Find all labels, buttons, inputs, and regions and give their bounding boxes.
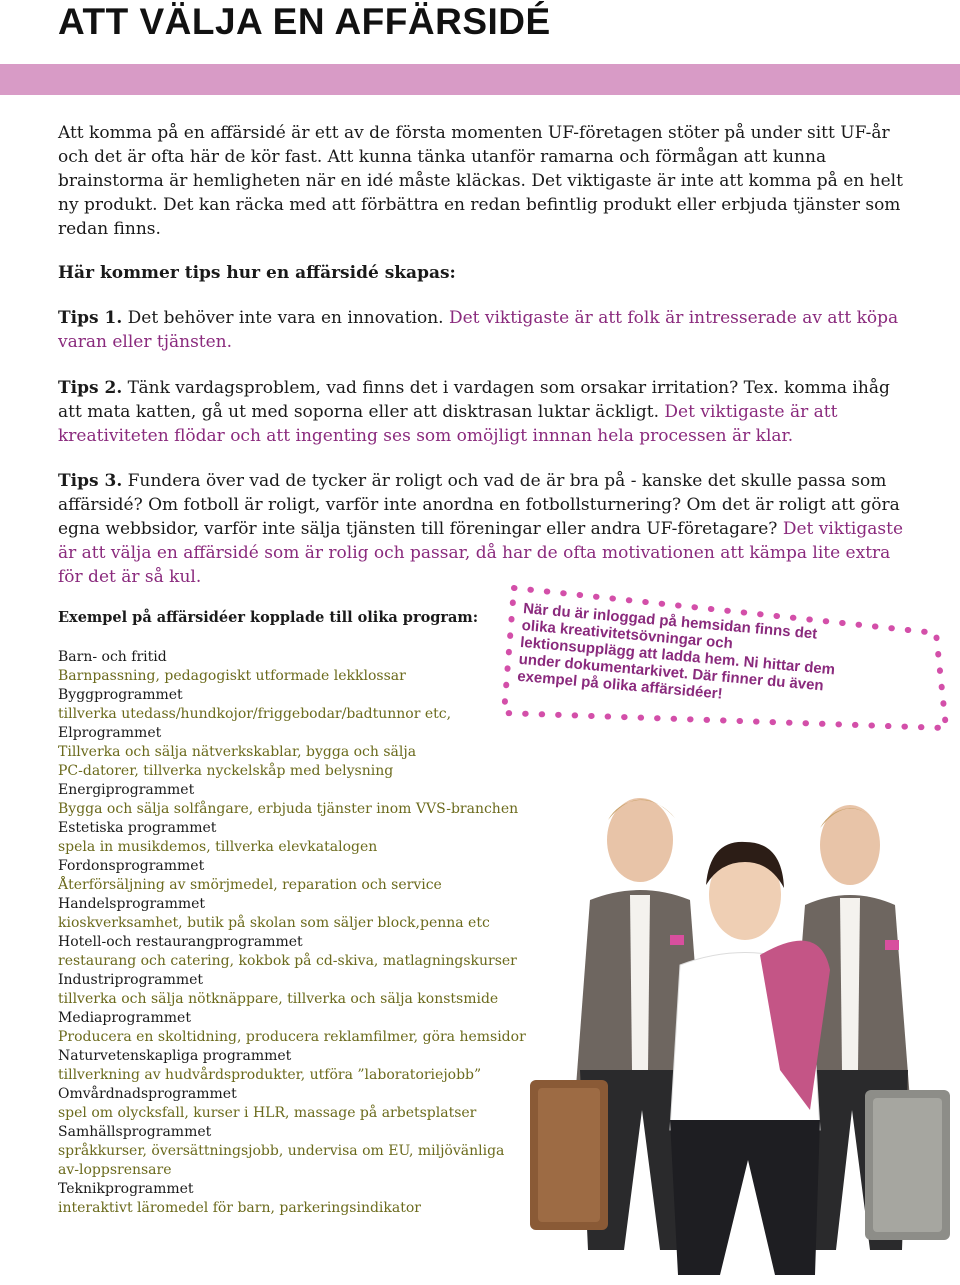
page-title: ATT VÄLJA EN AFFÄRSIDÉ bbox=[58, 1, 551, 42]
tip-label: Tips 1. bbox=[58, 308, 123, 328]
program-name: Estetiska programmet bbox=[58, 820, 217, 836]
program-name: Omvårdnadsprogrammet bbox=[58, 1086, 237, 1102]
program-item bbox=[58, 1085, 538, 1123]
program-desc: spel om olycksfall, kurser i HLR, massage på arbetsplatser bbox=[58, 1105, 477, 1121]
program-desc: Återförsäljning av smörjmedel, reparation och service bbox=[58, 877, 442, 893]
program-name: Industriprogrammet bbox=[58, 972, 204, 988]
program-name: Handelsprogrammet bbox=[58, 896, 206, 912]
program-item bbox=[58, 724, 538, 781]
program-desc: Barnpassning, pedagogiskt utformade lekklossar bbox=[58, 668, 406, 684]
program-name: Fordonsprogrammet bbox=[58, 858, 205, 874]
program-item bbox=[58, 686, 538, 724]
tip-text: Fundera över vad de tycker är roligt och vad de är bra på - kanske det skulle passa som affärsidé? Om fotboll är roligt, varför inte anordna en fotbollsturnering? Om det är roligt att göra egna webbsidor, varför inte sälja tjänsten till föreningar eller andra UF-företagare? bbox=[58, 471, 900, 539]
program-item bbox=[58, 1123, 538, 1180]
program-desc: Bygga och sälja solfångare, erbjuda tjänster inom VVS-branchen bbox=[58, 801, 519, 817]
program-name: Hotell-och restaurangprogrammet bbox=[58, 934, 303, 950]
tip-1 bbox=[58, 306, 908, 354]
program-desc: språkkurser, översättningsjobb, undervisa om EU, miljövänliga av-loppsrensare bbox=[58, 1143, 505, 1178]
program-name: Teknikprogrammet bbox=[58, 1181, 194, 1197]
program-desc: tillverka utedass/hundkojor/friggebodar/badtunnor etc, bbox=[58, 706, 452, 722]
program-desc: tillverka och sälja nötknäppare, tillverka och sälja konstsmide bbox=[58, 991, 499, 1007]
program-name: Barn- och fritid bbox=[58, 649, 167, 665]
callout-text: När du är inloggad på hemsidan finns det olika kreativitetsövningar och lektionsupplägg att ladda hem. Ni hittar dem under dokumentarkivet. Där finner du även exempel på olika affärsidéer! bbox=[516, 600, 836, 703]
program-item bbox=[58, 971, 538, 1009]
tip-highlight: Det viktigaste är att kreativiteten flödar och att ingenting ses som omöjligt innnan hela processen är klar. bbox=[58, 402, 838, 446]
tip-text: Det behöver inte vara en innovation. bbox=[122, 308, 449, 328]
tip-label: Tips 2. bbox=[58, 378, 123, 398]
tip-highlight: Det viktigaste är att folk är intresserade av att köpa varan eller tjänsten. bbox=[58, 308, 899, 352]
header-accent-bar bbox=[0, 64, 960, 95]
program-desc: Tillverka och sälja nätverkskablar, bygga och sälja PC-datorer, tillverka nyckelskåp med belysning bbox=[58, 744, 417, 779]
students-photo bbox=[520, 770, 960, 1281]
program-desc: kioskverksamhet, butik på skolan som säljer block,penna etc bbox=[58, 915, 490, 931]
program-item bbox=[58, 1009, 538, 1047]
info-callout bbox=[496, 578, 951, 738]
tip-label: Tips 3. bbox=[58, 471, 123, 491]
program-desc: tillverkning av hudvårdsprodukter, utföra ”laboratoriejobb” bbox=[58, 1067, 482, 1083]
program-item bbox=[58, 648, 538, 686]
program-name: Samhällsprogrammet bbox=[58, 1124, 212, 1140]
examples-heading: Exempel på affärsidéer kopplade till olika program: bbox=[58, 609, 479, 626]
program-item bbox=[58, 1047, 538, 1085]
intro-paragraph: Att komma på en affärsidé är ett av de första momenten UF-företagen stöter på under sitt UF-år och det är ofta här de kör fast. Att kunna tänka utanför ramarna och förmågan att kunna brainstorma är hemligheten när en idé måste kläckas. Det viktigaste är inte att komma på en helt ny produkt. Det kan räcka med att förbättra en redan befintlig produkt eller erbjuda tjänster som redan finns. bbox=[58, 123, 903, 239]
program-item bbox=[58, 857, 538, 895]
program-desc: spela in musikdemos, tillverka elevkatalogen bbox=[58, 839, 378, 855]
students-illustration bbox=[520, 770, 960, 1281]
program-name: Energiprogrammet bbox=[58, 782, 195, 798]
program-list bbox=[58, 648, 538, 1218]
program-name: Mediaprogrammet bbox=[58, 1010, 191, 1026]
tip-3 bbox=[58, 469, 908, 589]
program-name: Elprogrammet bbox=[58, 725, 162, 741]
tip-text: Tänk vardagsproblem, vad finns det i vardagen som orsakar irritation? Tex. komma ihåg att mata katten, gå ut med soporna eller att disktrasan luktar äckligt. bbox=[58, 378, 890, 422]
tips-subheading: Här kommer tips hur en affärsidé skapas: bbox=[58, 263, 456, 283]
program-name: Byggprogrammet bbox=[58, 687, 183, 703]
tip-highlight: Det viktigaste är att välja en affärsidé som är rolig och passar, då har de ofta motivationen att kämpa lite extra för det är så kul. bbox=[58, 519, 903, 587]
program-name: Naturvetenskapliga programmet bbox=[58, 1048, 292, 1064]
program-item bbox=[58, 781, 538, 819]
program-item bbox=[58, 895, 538, 933]
tip-2 bbox=[58, 376, 908, 448]
program-item bbox=[58, 1180, 538, 1218]
program-desc: interaktivt läromedel för barn, parkeringsindikator bbox=[58, 1200, 421, 1216]
program-desc: restaurang och catering, kokbok på cd-skiva, matlagningskurser bbox=[58, 953, 517, 969]
program-item bbox=[58, 819, 538, 857]
program-desc: Producera en skoltidning, producera reklamfilmer, göra hemsidor bbox=[58, 1029, 526, 1045]
program-item bbox=[58, 933, 538, 971]
